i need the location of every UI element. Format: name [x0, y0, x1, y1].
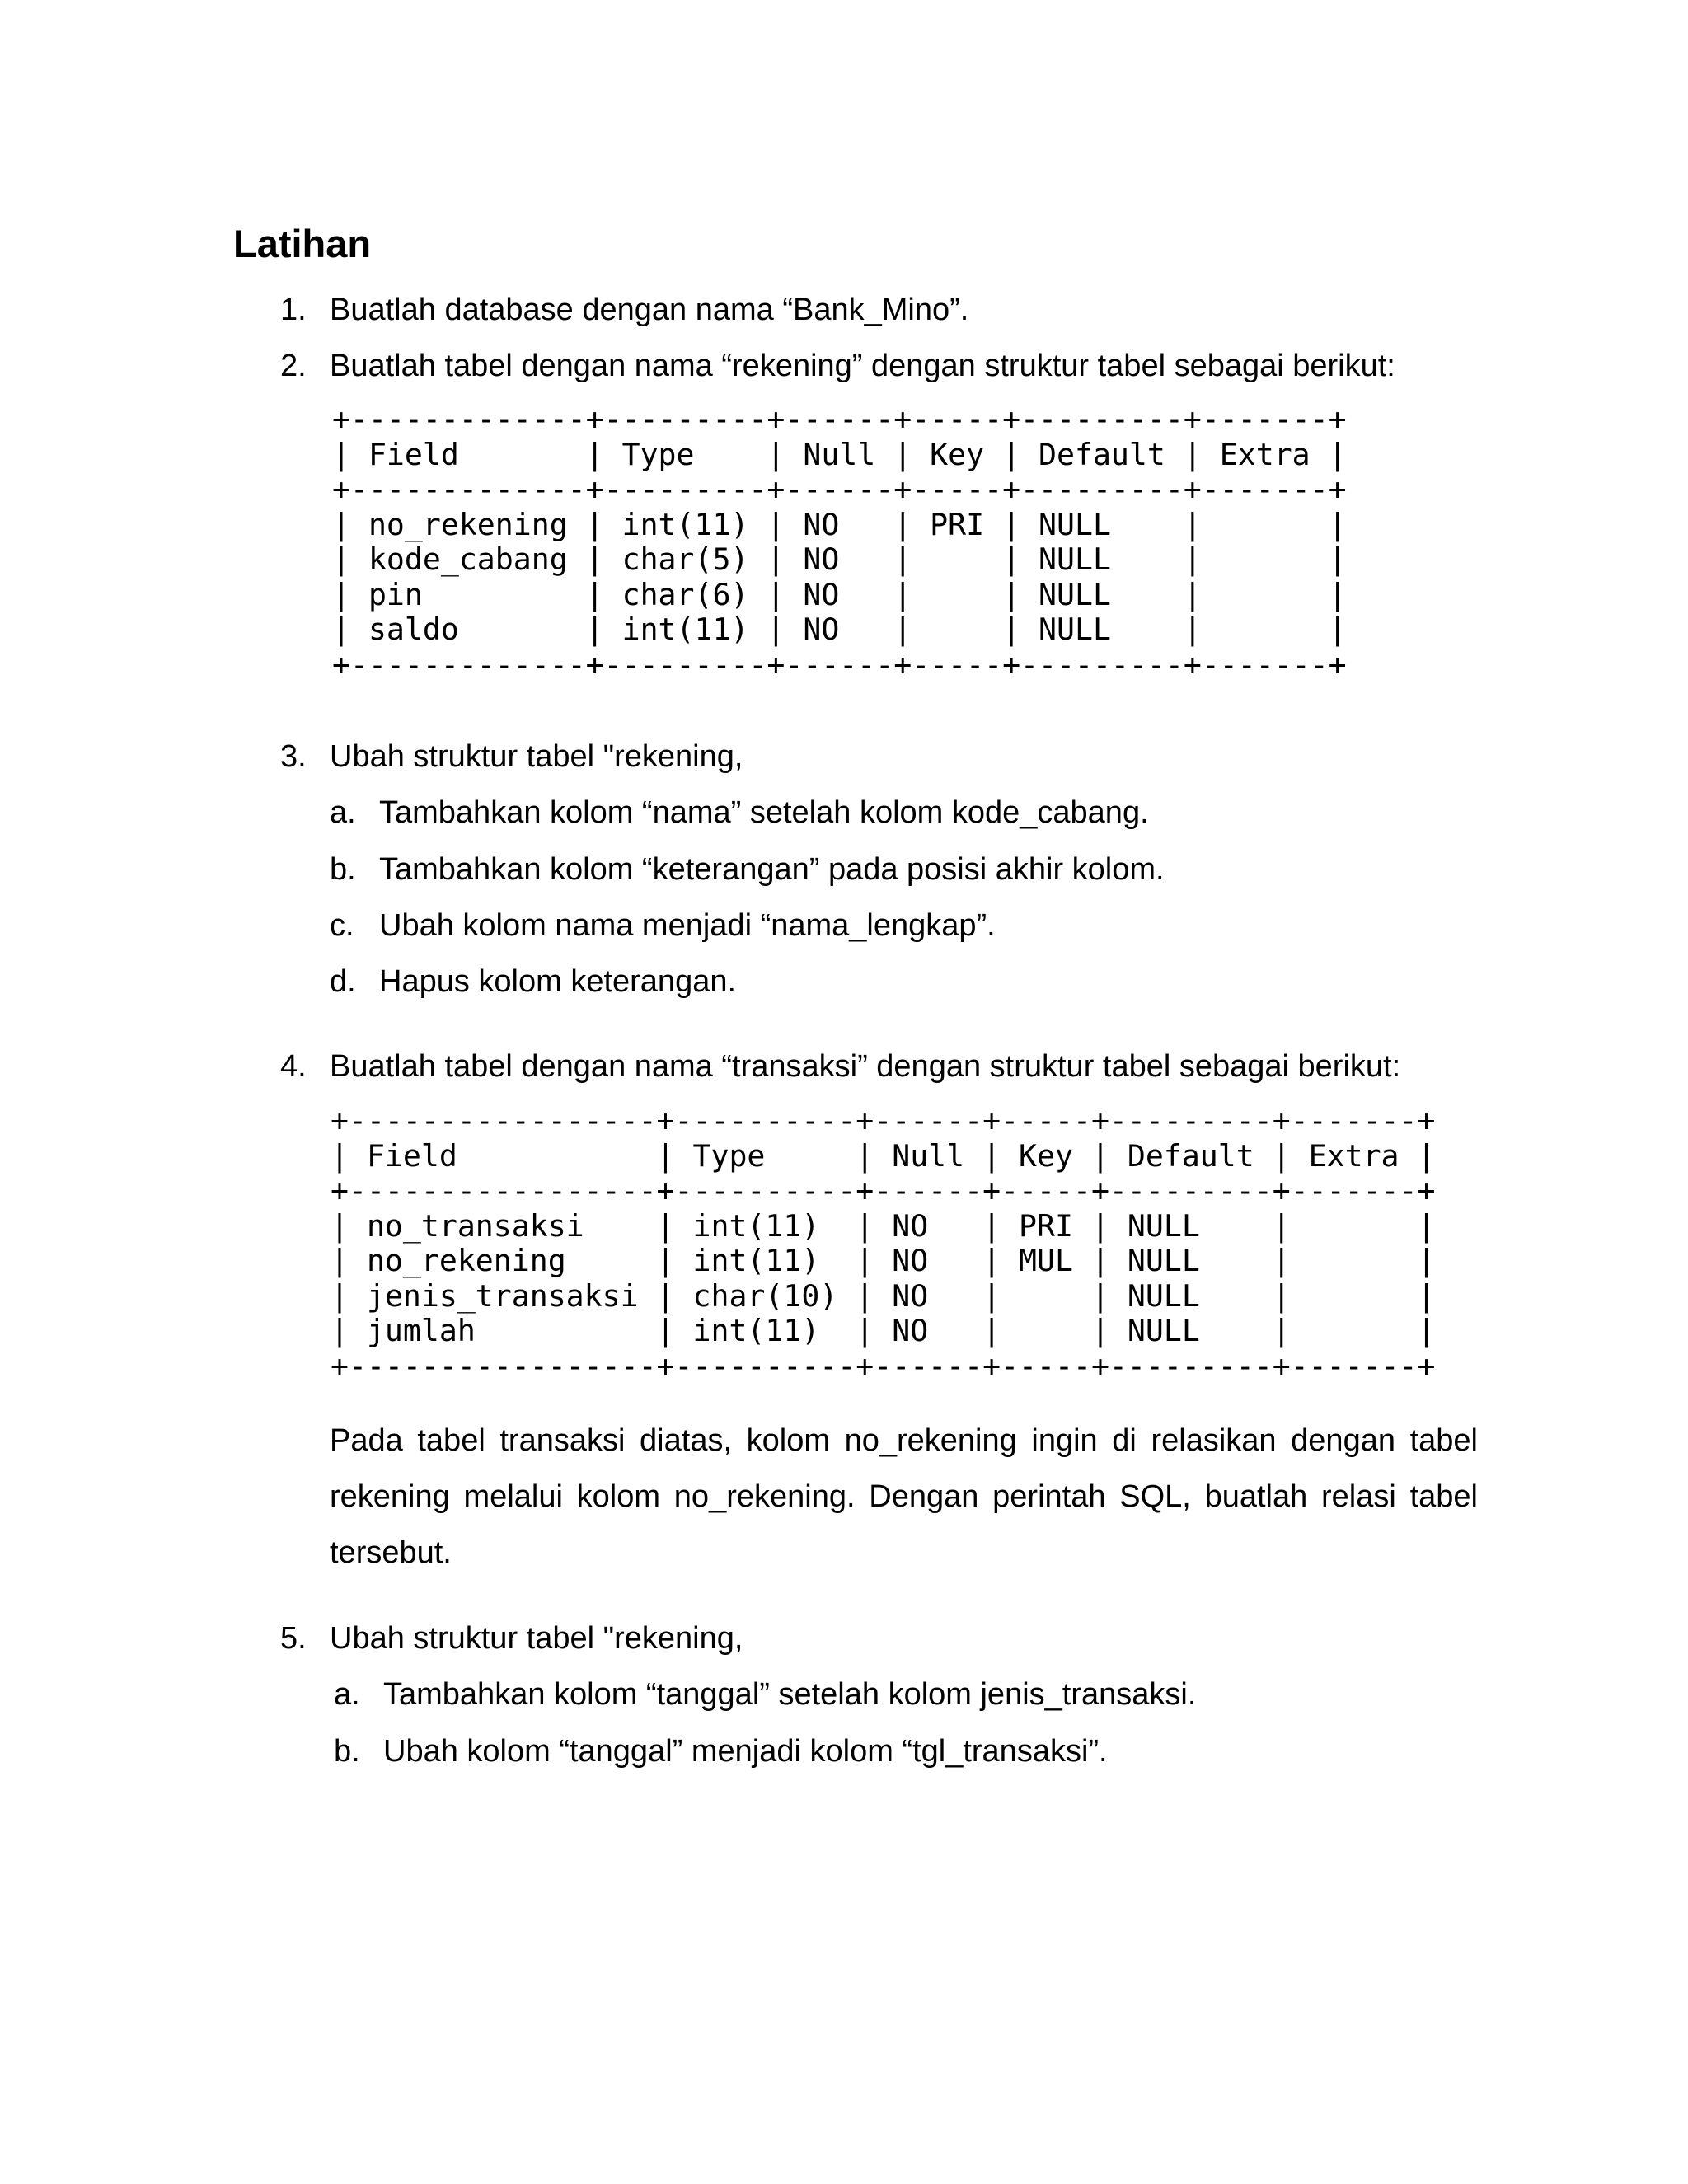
item-3c-letter: c. — [330, 908, 354, 943]
page-title: Latihan — [233, 222, 372, 265]
item-3-text: Ubah struktur tabel "rekening, — [330, 739, 743, 774]
item-3d-letter: d. — [330, 964, 356, 999]
item-5b-text: Ubah kolom “tanggal” menjadi kolom “tgl_transaksi”. — [383, 1734, 1108, 1769]
item-2-text: Buatlah tabel dengan nama “rekening” dengan struktur tabel sebagai berikut: — [330, 349, 1395, 383]
item-3d-text: Hapus kolom keterangan. — [379, 964, 737, 999]
item-3b-letter: b. — [330, 852, 356, 887]
item-4-number: 4. — [280, 1049, 307, 1084]
item-5-text: Ubah struktur tabel "rekening, — [330, 1621, 743, 1656]
item-3a-letter: a. — [330, 795, 356, 830]
item-5b-letter: b. — [334, 1734, 360, 1769]
rekening-table-structure: +-------------+---------+------+-----+---------+-------+ | Field | Type | Null | Key | Default | Extra | +-------------+---------+------+-----+---------+-------+ | no_rekening | int(11) | NO | PRI | NULL | | | kode_cabang | char(5) | NO | | NULL | | | pin | char(6) | NO | | NULL | | | saldo | int(11) | NO | | NULL | | +-------------+---------+------+-----+---------+-------+ — [332, 401, 1347, 682]
item-5a-letter: a. — [334, 1677, 360, 1712]
item-4-paragraph: Pada tabel transaksi diatas, kolom no_rekening ingin di relasikan dengan tabel rekening melalui kolom no_rekening. Dengan perintah SQL, buatlah relasi tabel tersebut. — [330, 1423, 1478, 1570]
item-3-number: 3. — [280, 739, 307, 774]
item-4-text: Buatlah tabel dengan nama “transaksi” dengan struktur tabel sebagai berikut: — [330, 1049, 1401, 1084]
item-1-text: Buatlah database dengan nama “Bank_Mino”. — [330, 293, 969, 327]
item-3a-text: Tambahkan kolom “nama” setelah kolom kode_cabang. — [379, 795, 1149, 830]
item-2-number: 2. — [280, 349, 307, 383]
item-1-number: 1. — [280, 293, 307, 327]
item-3b-text: Tambahkan kolom “keterangan” pada posisi akhir kolom. — [379, 852, 1165, 887]
item-5-number: 5. — [280, 1621, 307, 1656]
transaksi-table-structure: +-----------------+----------+------+-----+---------+-------+ | Field | Type | Null | Key | Default | Extra | +-----------------+----------+------+-----+---------+-------+ | no_transaksi | int(11) | NO | PRI | NULL | | | no_rekening | int(11) | NO | MUL | NULL | | | jenis_transaksi | char(10) | NO | | NULL | | | jumlah | int(11) | NO | | NULL | | +-----------------+----------+------+-----+---------+-------+ — [331, 1103, 1436, 1384]
item-5a-text: Tambahkan kolom “tanggal” setelah kolom jenis_transaksi. — [383, 1677, 1197, 1712]
item-3c-text: Ubah kolom nama menjadi “nama_lengkap”. — [379, 908, 996, 943]
